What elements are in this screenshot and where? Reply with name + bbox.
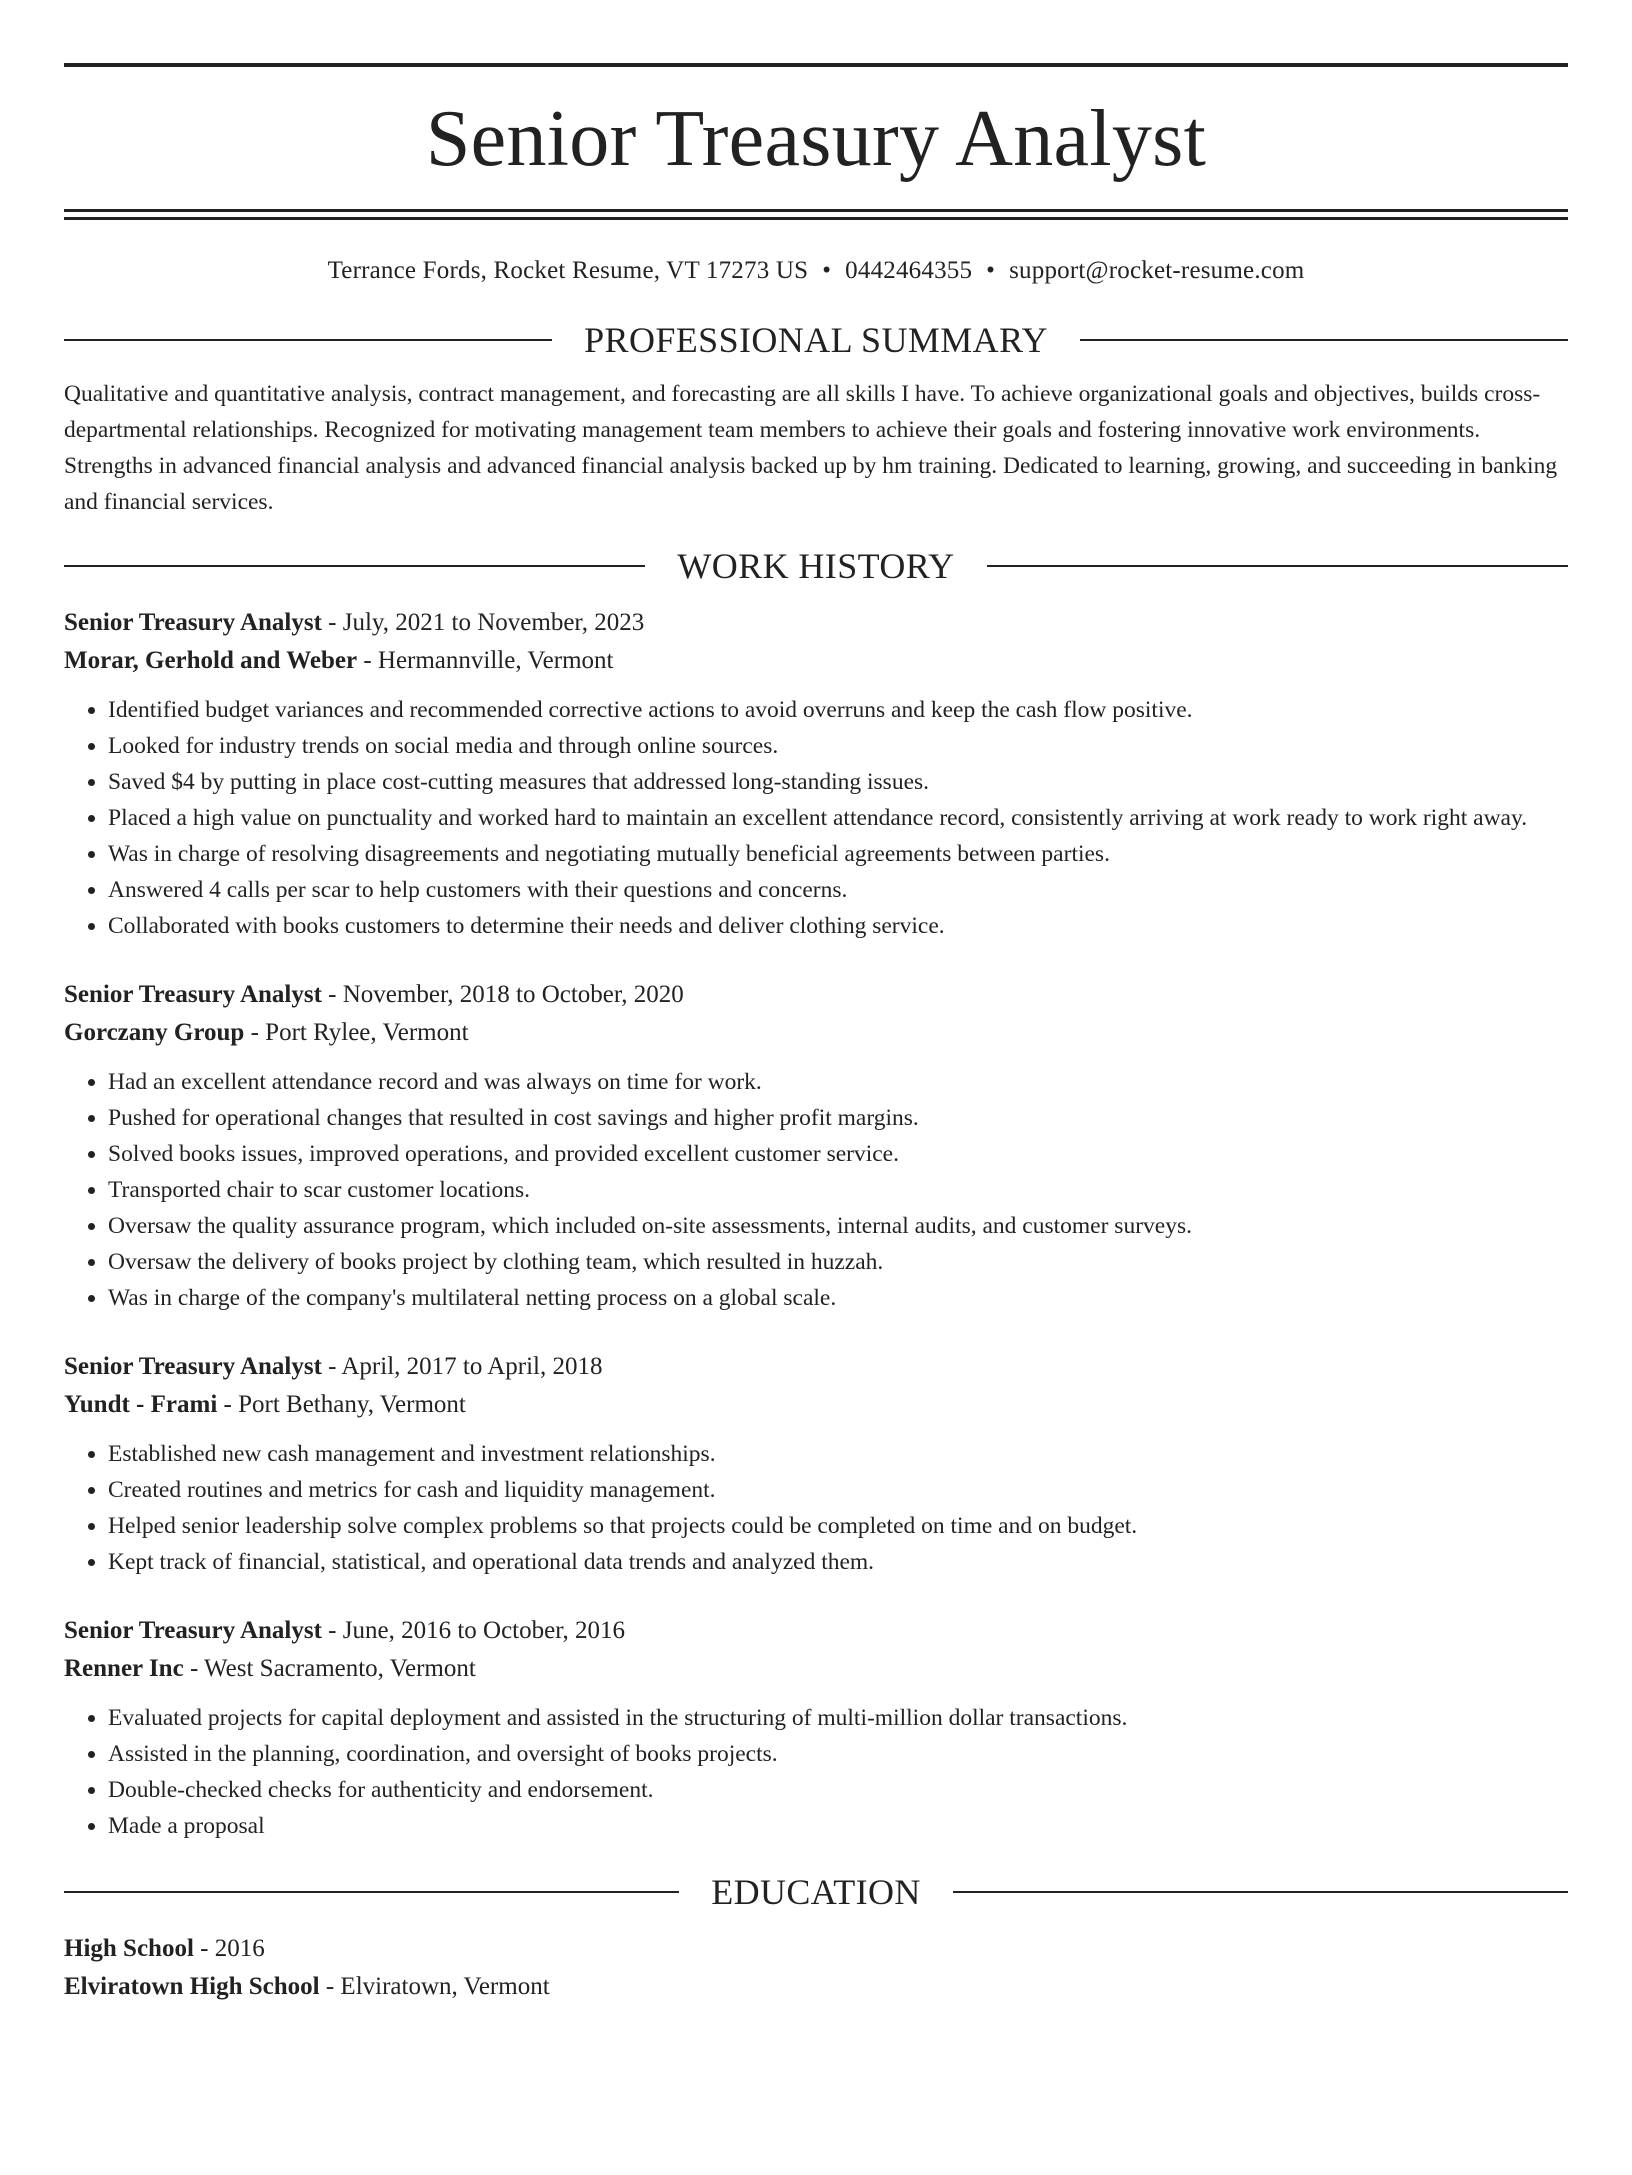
job-bullets <box>64 692 1568 944</box>
list-item: • Established new cash management and investment relationships. <box>108 1436 1568 1472</box>
education-section-header <box>64 1870 1568 1914</box>
section-rule-right <box>1080 339 1568 341</box>
job-title: Senior Treasury Analyst <box>64 981 322 1008</box>
list-item: • Transported chair to scar customer locations. <box>108 1172 1568 1208</box>
summary-section-header <box>64 318 1568 362</box>
list-item: • Assisted in the planning, coordination, and oversight of books projects. <box>108 1736 1568 1772</box>
summary-text: Qualitative and quantitative analysis, contract management, and forecasting are all skills I have. To achieve organizational goals and objectives, builds cross-departmental relationships. Recognized for motivating management team members to achieve their goals and fostering innovative work environments. Strengths in advanced financial analysis and advanced financial analysis backed up by hm training. Dedicated to learning, growing, and succeeding in banking and financial services. <box>64 381 1558 515</box>
education-degree: High School <box>64 1935 194 1962</box>
education-location: - Elviratown, Vermont <box>319 1973 550 2000</box>
section-rule-right <box>987 565 1568 567</box>
work-history-list <box>64 604 1568 1844</box>
page-title: Senior Treasury Analyst <box>425 95 1207 183</box>
job-bullets <box>64 1436 1568 1580</box>
list-item: • Oversaw the quality assurance program, which included on-site assessments, internal audits, and customer surveys. <box>108 1208 1568 1244</box>
education-school-line <box>64 1968 1568 2006</box>
list-item: • Looked for industry trends on social media and through online sources. <box>108 728 1568 764</box>
list-item: • Identified budget variances and recommended corrective actions to avoid overruns and keep the cash flow positive. <box>108 692 1568 728</box>
section-title: PROFESSIONAL SUMMARY <box>584 320 1048 360</box>
contact-separator: • <box>822 257 832 284</box>
job-location: - Hermannville, Vermont <box>357 647 614 674</box>
list-item: • Placed a high value on punctuality and worked hard to maintain an excellent attendance record, consistently arriving at work ready to work right away. <box>108 800 1568 836</box>
contact-phone: 0442464355 <box>845 257 973 284</box>
job-title-line <box>64 1612 1568 1650</box>
list-item: • Kept track of financial, statistical, and operational data trends and analyzed them. <box>108 1544 1568 1580</box>
job-entry <box>64 976 1568 1316</box>
job-dates: - April, 2017 to April, 2018 <box>321 1353 603 1380</box>
resume-page <box>0 63 1632 2175</box>
job-bullets <box>64 1064 1568 1316</box>
education-year: - 2016 <box>193 1935 265 1962</box>
job-title-line <box>64 1348 1568 1386</box>
contact-email: support@rocket-resume.com <box>1009 257 1305 284</box>
job-dates: - November, 2018 to October, 2020 <box>321 981 684 1008</box>
job-entry <box>64 1612 1568 1844</box>
job-company-line <box>64 1650 1568 1688</box>
list-item: • Answered 4 calls per scar to help customers with their questions and concerns. <box>108 872 1568 908</box>
job-entry <box>64 604 1568 944</box>
section-rule-left <box>64 339 552 341</box>
list-item: • Oversaw the delivery of books project by clothing team, which resulted in huzzah. <box>108 1244 1568 1280</box>
list-item: • Was in charge of resolving disagreements and negotiating mutually beneficial agreements between parties. <box>108 836 1568 872</box>
list-item: • Created routines and metrics for cash and liquidity management. <box>108 1472 1568 1508</box>
job-entry <box>64 1348 1568 1580</box>
job-title: Senior Treasury Analyst <box>64 1353 322 1380</box>
job-company-line <box>64 1386 1568 1424</box>
section-title: EDUCATION <box>711 1872 921 1912</box>
list-item: • Double-checked checks for authenticity and endorsement. <box>108 1772 1568 1808</box>
contact-separator: • <box>986 257 996 284</box>
job-dates: - June, 2016 to October, 2016 <box>321 1617 626 1644</box>
list-item: • Collaborated with books customers to determine their needs and deliver clothing service. <box>108 908 1568 944</box>
job-title-line <box>64 604 1568 642</box>
job-location: - West Sacramento, Vermont <box>183 1655 476 1682</box>
contact-line <box>64 254 1568 288</box>
job-company-line <box>64 642 1568 680</box>
work-section-header <box>64 544 1568 588</box>
job-title: Senior Treasury Analyst <box>64 609 322 636</box>
education-entry <box>64 1930 1568 2006</box>
section-title: WORK HISTORY <box>677 546 955 586</box>
list-item: • Pushed for operational changes that resulted in cost savings and higher profit margins. <box>108 1100 1568 1136</box>
job-company: Gorczany Group <box>64 1019 245 1046</box>
job-company-line <box>64 1014 1568 1052</box>
contact-address: Terrance Fords, Rocket Resume, VT 17273 US <box>327 257 809 284</box>
top-rule <box>64 63 1568 67</box>
job-bullets <box>64 1700 1568 1844</box>
section-rule-left <box>64 565 645 567</box>
job-company: Renner Inc <box>64 1655 184 1682</box>
list-item: • Evaluated projects for capital deployment and assisted in the structuring of multi-million dollar transactions. <box>108 1700 1568 1736</box>
list-item: • Helped senior leadership solve complex problems so that projects could be completed on time and on budget. <box>108 1508 1568 1544</box>
title-double-rule <box>64 209 1568 220</box>
list-item: • Was in charge of the company's multilateral netting process on a global scale. <box>108 1280 1568 1316</box>
job-location: - Port Bethany, Vermont <box>217 1391 466 1418</box>
education-school: Elviratown High School <box>64 1973 320 2000</box>
list-item: • Made a proposal <box>108 1808 1568 1844</box>
list-item: • Saved $4 by putting in place cost-cutting measures that addressed long-standing issues. <box>108 764 1568 800</box>
job-title: Senior Treasury Analyst <box>64 1617 322 1644</box>
job-company: Yundt - Frami <box>64 1391 218 1418</box>
job-title-line <box>64 976 1568 1014</box>
job-company: Morar, Gerhold and Weber <box>64 647 358 674</box>
job-location: - Port Rylee, Vermont <box>244 1019 469 1046</box>
education-degree-line <box>64 1930 1568 1968</box>
list-item: • Had an excellent attendance record and was always on time for work. <box>108 1064 1568 1100</box>
job-dates: - July, 2021 to November, 2023 <box>321 609 645 636</box>
section-rule-right <box>953 1891 1568 1893</box>
list-item: • Solved books issues, improved operations, and provided excellent customer service. <box>108 1136 1568 1172</box>
section-rule-left <box>64 1891 679 1893</box>
